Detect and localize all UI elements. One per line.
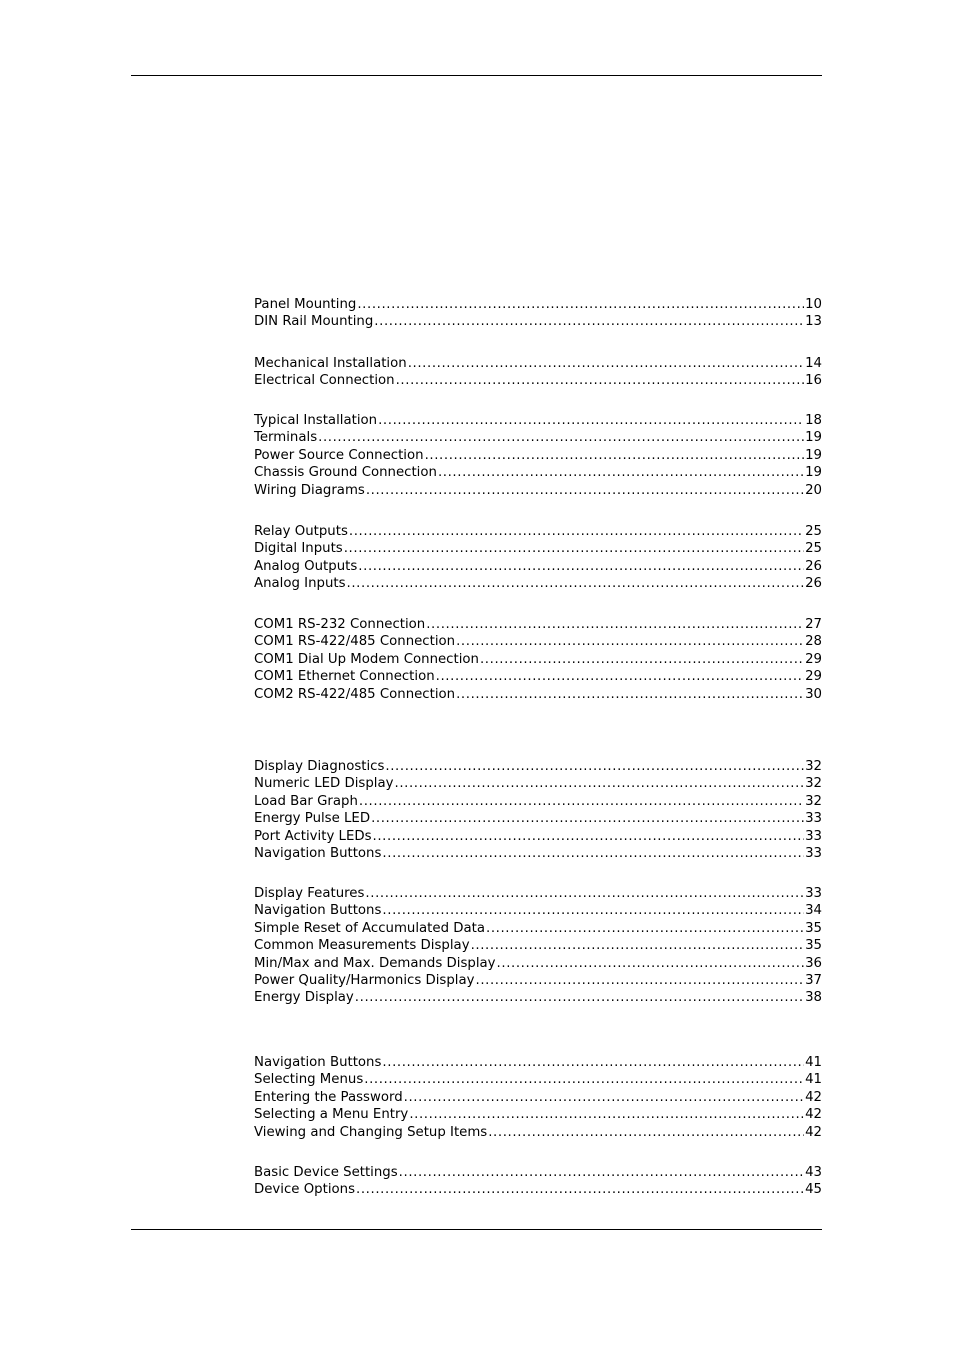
toc-entry-title: Navigation Buttons — [254, 903, 382, 919]
toc-entry-page: 19 — [805, 465, 822, 481]
toc-entry[interactable] — [254, 885, 822, 902]
toc-dot-leader — [374, 313, 804, 330]
toc-entry[interactable] — [254, 972, 822, 989]
toc-entry-page: 43 — [805, 1165, 822, 1180]
toc-entry-title: Digital Inputs — [254, 541, 343, 557]
toc-entry-page: 37 — [805, 973, 822, 988]
toc-entry-title: Display Diagnostics — [254, 759, 385, 774]
toc-entry-page: 28 — [805, 634, 822, 650]
toc-dot-leader — [436, 668, 804, 685]
toc-dot-leader — [371, 810, 804, 827]
toc-dot-leader — [456, 633, 804, 650]
toc-dot-leader — [365, 885, 804, 902]
toc-entry[interactable] — [254, 1164, 822, 1181]
toc-entry[interactable] — [254, 1054, 822, 1071]
toc-dot-leader — [497, 955, 805, 972]
toc-entry[interactable] — [254, 775, 822, 792]
toc-dot-leader — [395, 775, 805, 792]
toc-entry-page: 26 — [805, 576, 822, 592]
toc-dot-leader — [476, 972, 805, 989]
toc-entry[interactable] — [254, 793, 822, 810]
toc-entry-title: Energy Display — [254, 990, 354, 1006]
toc-entry-title: Min/Max and Max. Demands Display — [254, 955, 496, 971]
toc-entry-title: Analog Outputs — [254, 558, 358, 574]
toc-entry[interactable] — [254, 464, 822, 481]
toc-entry[interactable] — [254, 686, 822, 703]
toc-entry[interactable] — [254, 955, 822, 972]
toc-entry-title: COM1 Dial Up Modem Connection — [254, 651, 479, 667]
toc-entry-page: 35 — [805, 938, 822, 954]
toc-entry-page: 35 — [805, 920, 822, 936]
toc-entry-title: COM2 RS-422/485 Connection — [254, 686, 456, 702]
toc-entry[interactable] — [254, 989, 822, 1006]
toc-entry[interactable] — [254, 845, 822, 862]
toc-entry-page: 13 — [805, 314, 822, 330]
toc-entry-title: Device Options — [254, 1182, 356, 1198]
toc-entry-page: 42 — [805, 1124, 822, 1140]
toc-entry[interactable] — [254, 296, 822, 313]
toc-dot-leader — [378, 412, 804, 429]
toc-entry[interactable] — [254, 1181, 822, 1198]
toc-entry-page: 19 — [805, 447, 822, 463]
toc-entry-page: 25 — [805, 524, 822, 539]
toc-entry[interactable] — [254, 828, 822, 845]
toc-dot-leader — [318, 429, 804, 446]
toc-entry-title: Selecting a Menu Entry — [254, 1107, 409, 1123]
toc-entry[interactable] — [254, 412, 822, 429]
toc-entry[interactable] — [254, 558, 822, 575]
toc-entry-page: 25 — [805, 541, 822, 557]
toc-dot-leader — [382, 845, 804, 862]
toc-entry[interactable] — [254, 1071, 822, 1088]
toc-entry-page: 33 — [805, 811, 822, 827]
toc-dot-leader — [347, 575, 805, 592]
toc-dot-leader — [357, 296, 804, 313]
toc-dot-leader — [349, 523, 804, 540]
toc-dot-leader — [358, 558, 804, 575]
toc-entry[interactable] — [254, 920, 822, 937]
toc-entry-title: Navigation Buttons — [254, 846, 382, 861]
toc-entry[interactable] — [254, 616, 822, 633]
toc-entry[interactable] — [254, 429, 822, 446]
toc-entry-title: Analog Inputs — [254, 576, 346, 592]
toc-dot-leader — [408, 355, 804, 372]
toc-entry-title: Entering the Password — [254, 1089, 403, 1105]
toc-entry-title: Electrical Connection — [254, 373, 395, 389]
toc-entry-page: 27 — [805, 617, 822, 632]
toc-entry-title: Power Source Connection — [254, 447, 424, 463]
toc-entry-page: 30 — [805, 686, 822, 702]
toc-dot-leader — [355, 989, 804, 1006]
toc-entry-title: Display Features — [254, 886, 365, 901]
toc-entry-title: Viewing and Changing Setup Items — [254, 1124, 488, 1140]
toc-entry[interactable] — [254, 372, 822, 389]
toc-dot-leader — [366, 482, 804, 499]
toc-dot-leader — [480, 651, 804, 668]
toc-entry-title: Selecting Menus — [254, 1072, 364, 1088]
toc-entry-title: Panel Mounting — [254, 297, 357, 312]
toc-entry-title: Load Bar Graph — [254, 793, 358, 809]
toc-entry-title: COM1 Ethernet Connection — [254, 669, 435, 685]
toc-entry-page: 19 — [805, 430, 822, 446]
toc-entry-page: 10 — [805, 297, 822, 312]
toc-entry[interactable] — [254, 633, 822, 650]
toc-dot-leader — [404, 1089, 804, 1106]
toc-entry[interactable] — [254, 1089, 822, 1106]
toc-entry[interactable] — [254, 540, 822, 557]
toc-entry-page: 32 — [805, 793, 822, 809]
toc-entry-page: 29 — [805, 651, 822, 667]
toc-entry-title: Navigation Buttons — [254, 1055, 382, 1070]
toc-entry[interactable] — [254, 313, 822, 330]
toc-entry-page: 42 — [805, 1107, 822, 1123]
toc-entry-page: 16 — [805, 373, 822, 389]
toc-entry-title: Terminals — [254, 430, 318, 446]
toc-entry[interactable] — [254, 651, 822, 668]
toc-dot-leader — [356, 1181, 804, 1198]
toc-entry[interactable] — [254, 758, 822, 775]
toc-dot-leader — [396, 372, 804, 389]
toc-entry-title: Chassis Ground Connection — [254, 465, 437, 481]
toc-entry-title: Numeric LED Display — [254, 776, 394, 792]
toc-entry-page: 32 — [805, 759, 822, 774]
toc-entry-title: Common Measurements Display — [254, 938, 470, 954]
toc-entry[interactable] — [254, 902, 822, 919]
toc-entry-title: Energy Pulse LED — [254, 811, 371, 827]
toc-entry-page: 26 — [805, 558, 822, 574]
toc-dot-leader — [409, 1106, 804, 1123]
toc-entry-page: 14 — [805, 356, 822, 371]
toc-entry-page: 33 — [805, 886, 822, 901]
toc-dot-leader — [382, 902, 804, 919]
toc-entry-page: 18 — [805, 413, 822, 428]
toc-entry-page: 33 — [805, 846, 822, 861]
toc-entry-page: 41 — [805, 1055, 822, 1070]
toc-dot-leader — [488, 1124, 804, 1141]
toc-dot-leader — [359, 793, 804, 810]
toc-dot-leader — [399, 1164, 804, 1181]
toc-entry-title: Typical Installation — [254, 413, 378, 428]
toc-entry-title: Power Quality/Harmonics Display — [254, 973, 475, 988]
toc-entry[interactable] — [254, 355, 822, 372]
toc-entry-page: 32 — [805, 776, 822, 792]
toc-entry-title: Basic Device Settings — [254, 1165, 398, 1180]
toc-entry[interactable] — [254, 1106, 822, 1123]
toc-entry-title: COM1 RS-422/485 Connection — [254, 634, 456, 650]
toc-entry-title: Wiring Diagrams — [254, 482, 365, 498]
toc-entry-title: Relay Outputs — [254, 524, 348, 539]
toc-dot-leader — [471, 937, 805, 954]
toc-dot-leader — [382, 1054, 804, 1071]
toc-entry-page: 20 — [805, 482, 822, 498]
toc-dot-leader — [426, 616, 804, 633]
toc-dot-leader — [456, 686, 804, 703]
toc-entry[interactable] — [254, 447, 822, 464]
toc-entry-title: DIN Rail Mounting — [254, 314, 374, 330]
toc-entry-page: 45 — [805, 1182, 822, 1198]
toc-entry[interactable] — [254, 1124, 822, 1141]
toc-dot-leader — [425, 447, 805, 464]
toc-dot-leader — [344, 540, 804, 557]
toc-dot-leader — [486, 920, 804, 937]
toc-entry[interactable] — [254, 575, 822, 592]
toc-entry-page: 33 — [805, 828, 822, 844]
header-rule — [131, 75, 822, 76]
toc-entry[interactable] — [254, 668, 822, 685]
toc-entry[interactable] — [254, 523, 822, 540]
toc-entry-page: 42 — [805, 1089, 822, 1105]
toc-entry-page: 34 — [805, 903, 822, 919]
footer-rule — [131, 1229, 822, 1230]
toc-dot-leader — [373, 828, 805, 845]
toc-entry-page: 41 — [805, 1072, 822, 1088]
toc-entry-title: COM1 RS-232 Connection — [254, 617, 426, 632]
toc-dot-leader — [385, 758, 804, 775]
toc-entry-title: Mechanical Installation — [254, 356, 407, 371]
toc-entry-title: Port Activity LEDs — [254, 828, 372, 844]
toc-dot-leader — [438, 464, 804, 481]
toc-entry[interactable] — [254, 937, 822, 954]
toc-entry-page: 29 — [805, 669, 822, 685]
toc-entry-title: Simple Reset of Accumulated Data — [254, 920, 485, 936]
toc-entry[interactable] — [254, 482, 822, 499]
toc-entry[interactable] — [254, 810, 822, 827]
toc-dot-leader — [364, 1071, 804, 1088]
toc-entry-page: 38 — [805, 990, 822, 1006]
toc-entry-page: 36 — [805, 955, 822, 971]
